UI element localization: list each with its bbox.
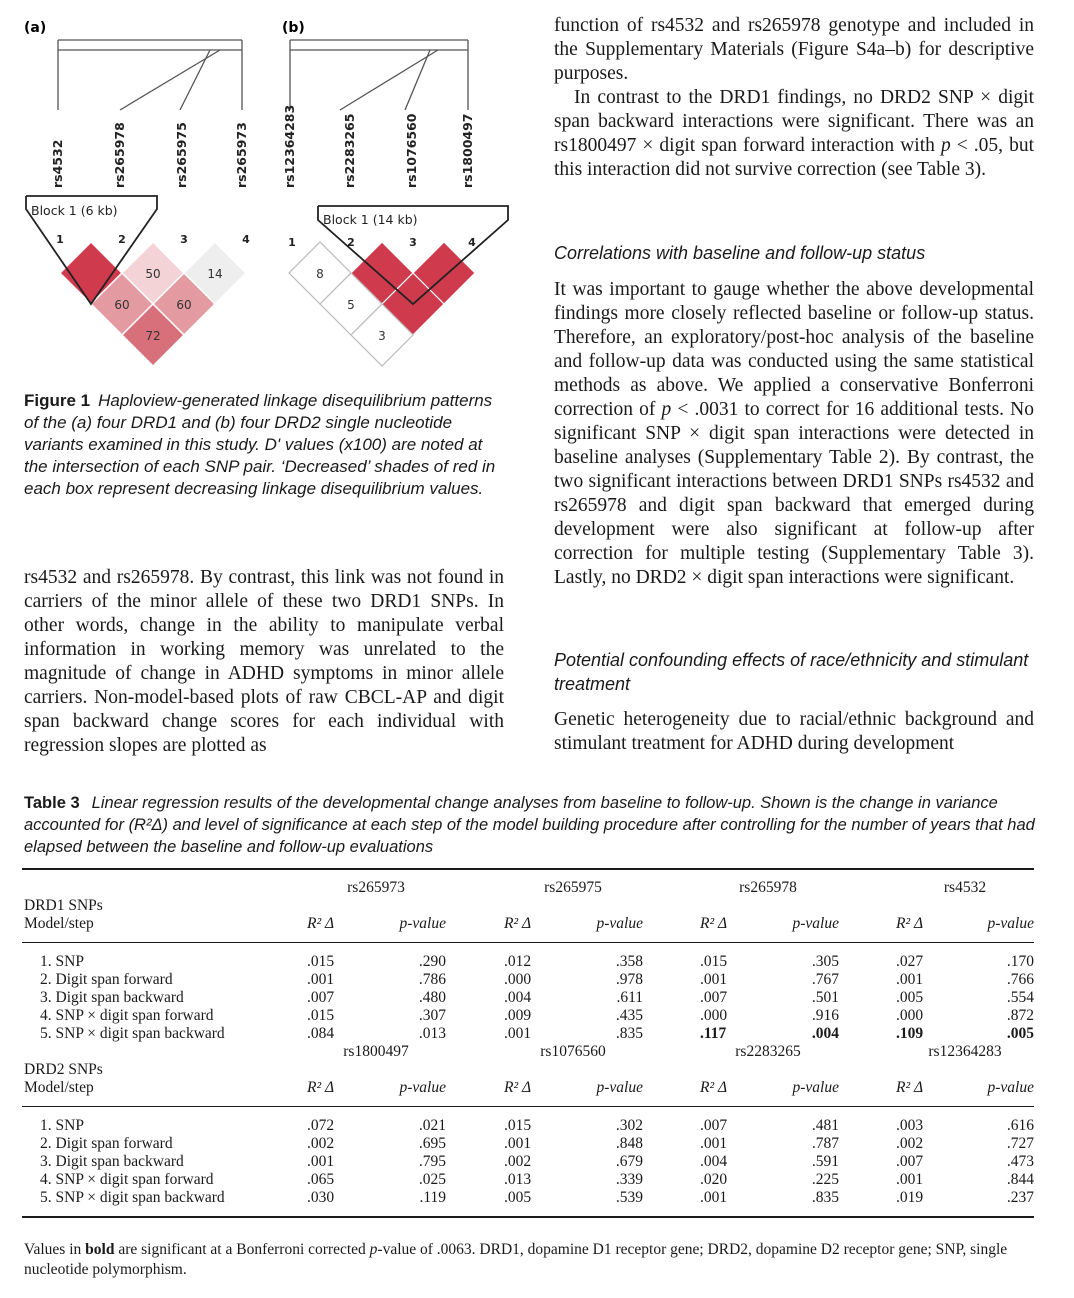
drd2-pvalue-header-4: p-value [987, 1079, 1034, 1096]
drd1-r2-value: .001 [700, 971, 728, 988]
drd2-snp-header-1: rs1800497 [343, 1043, 409, 1060]
drd2-r2-value: .020 [700, 1171, 728, 1188]
ld-value-b-1-4: 3 [378, 329, 386, 343]
snp-label-b-2: rs2283265 [342, 113, 357, 188]
drd2-p-value: .727 [1006, 1135, 1034, 1152]
drd1-r2-value: .015 [700, 953, 728, 970]
drd1-r2-value: .004 [504, 989, 532, 1006]
right-column-top [554, 14, 1034, 182]
panel-b-connectors [290, 40, 468, 110]
drd1-p-value: .766 [1006, 971, 1034, 988]
drd2-r2-header-2: R² Δ [504, 1079, 532, 1096]
drd2-r2-value: .004 [700, 1153, 728, 1170]
drd1-p-value: .290 [418, 953, 446, 970]
drd1-section-title: DRD1 SNPs [24, 897, 103, 914]
drd1-r2-value: .000 [700, 1007, 728, 1024]
snp-label-b-1: rs12364283 [282, 104, 297, 188]
drd1-r2-value: .109 [896, 1025, 924, 1042]
drd2-pvalue-header-2: p-value [596, 1079, 643, 1096]
drd2-r2-header-4: R² Δ [896, 1079, 924, 1096]
right-paragraph-2-part-b: < .05, but this interaction did not survive correction (see Table 3). [554, 135, 1034, 180]
drd1-p-value: .005 [1006, 1025, 1034, 1042]
drd1-r2-value: .007 [700, 989, 728, 1006]
right-paragraph-3 [554, 278, 1034, 590]
drd2-snp-header-2: rs1076560 [540, 1043, 606, 1060]
left-paragraph: rs4532 and rs265978. By contrast, this link was not found in carriers of the minor allele of these two DRD1 SNPs. In other words, change in the ability to manipulate verbal information in working memory was unrelated to the magnitude of change in ADHD symptoms in minor allele carriers. Non-model-based plots of raw CBCL-AP and digit span backward change scores for each individual with regression slopes are plotted as [24, 567, 504, 756]
drd1-step-4: 4. SNP × digit span forward [40, 1007, 214, 1024]
marker-a-1: 1 [56, 233, 64, 246]
snp-label-a-2: rs265978 [112, 122, 127, 188]
drd2-r2-value: .001 [700, 1135, 728, 1152]
drd2-r2-value: .002 [896, 1135, 924, 1152]
drd2-p-value: .539 [615, 1189, 643, 1206]
panel-a-label: (a) [24, 20, 47, 36]
drd1-r2-value: .027 [896, 953, 924, 970]
drd1-step-2: 2. Digit span forward [40, 971, 173, 988]
drd1-p-value: .916 [811, 1007, 839, 1024]
drd2-r2-value: .005 [504, 1189, 532, 1206]
drd2-r2-value: .065 [307, 1171, 335, 1188]
drd2-pvalue-header-3: p-value [792, 1079, 839, 1096]
drd1-step-5: 5. SNP × digit span backward [40, 1025, 225, 1042]
drd1-snp-header-4: rs4532 [943, 879, 987, 896]
drd1-snp-header-1: rs265973 [347, 879, 405, 896]
drd2-r2-value: .030 [307, 1189, 335, 1206]
ld-value-a-3-4: 14 [207, 267, 223, 281]
drd1-p-value: .307 [418, 1007, 446, 1024]
drd2-section-title: DRD2 SNPs [24, 1061, 103, 1078]
drd1-p-value: .554 [1006, 989, 1034, 1006]
drd2-r2-value: .001 [896, 1171, 924, 1188]
table-drd2-header-rule [22, 1106, 1034, 1107]
drd1-p-value: .978 [615, 971, 643, 988]
right-paragraph-3-p-symbol: p [661, 399, 672, 420]
drd1-p-value: .611 [616, 989, 643, 1006]
drd2-p-value: .473 [1006, 1153, 1034, 1170]
ld-value-b-1-3: 5 [347, 298, 355, 312]
drd2-p-value: .025 [418, 1171, 446, 1188]
drd2-pvalue-header-1: p-value [399, 1079, 446, 1096]
drd1-r2-header-2: R² Δ [504, 915, 532, 932]
panel-a-connectors [58, 40, 242, 110]
drd2-step-5: 5. SNP × digit span backward [40, 1189, 225, 1206]
marker-b-4: 4 [468, 236, 476, 249]
drd2-p-value: .844 [1006, 1171, 1034, 1188]
marker-b-1: 1 [288, 236, 296, 249]
table-top-rule [22, 868, 1034, 870]
drd1-r2-value: .000 [504, 971, 532, 988]
drd1-p-value: .170 [1006, 953, 1034, 970]
table-caption [24, 792, 1044, 858]
panel-b-label: (b) [282, 20, 305, 36]
right-paragraph-3-part-b: < .0031 to correct for 16 additional tests. No significant SNP × digit span interactions were detected in baseline analyses (Supplementary Table 2). By contrast, the two significant interactions between DRD1 SNPs rs4532 and rs265978 and digit span backward that emerged during development were also significant at follow-up after correction for multiple testing (Supplementary Table 3). Lastly, no DRD2 × digit span interactions were significant. [554, 399, 1034, 588]
drd1-p-value: .872 [1006, 1007, 1034, 1024]
table-bottom-rule [22, 1216, 1034, 1218]
drd1-r2-value: .015 [307, 1007, 335, 1024]
drd2-step-3: 3. Digit span backward [40, 1153, 184, 1170]
drd1-p-value: .358 [615, 953, 643, 970]
footnote-bold: bold [85, 1241, 115, 1258]
drd1-r2-value: .084 [307, 1025, 335, 1042]
drd1-r2-value: .015 [307, 953, 335, 970]
drd2-p-value: .339 [615, 1171, 643, 1188]
block-a-label: Block 1 (6 kb) [31, 203, 118, 218]
right-paragraph-2 [554, 86, 1034, 182]
drd1-p-value: .305 [811, 953, 839, 970]
drd2-r2-header-3: R² Δ [700, 1079, 728, 1096]
drd1-r2-value: .117 [700, 1025, 727, 1042]
ld-plot [20, 10, 520, 380]
drd1-p-value: .835 [615, 1025, 643, 1042]
marker-a-4: 4 [242, 233, 250, 246]
drd1-p-value: .480 [418, 989, 446, 1006]
figure-caption-label: Figure 1 [24, 391, 91, 410]
snp-label-a-3: rs265975 [174, 122, 189, 188]
drd2-snp-header-4: rs12364283 [928, 1043, 1002, 1060]
footnote-part-b: are significant at a Bonferroni corrected [114, 1241, 370, 1258]
right-paragraph-2-p-symbol: p [940, 135, 951, 156]
right-paragraph-1: function of rs4532 and rs265978 genotype and included in the Supplementary Materials (Figure S4a–b) for descriptive purposes. [554, 15, 1034, 84]
drd1-r2-header-4: R² Δ [896, 915, 924, 932]
drd1-p-value: .435 [615, 1007, 643, 1024]
drd1-r2-header-1: R² Δ [307, 915, 335, 932]
footnote-p-symbol: p [369, 1241, 378, 1258]
drd1-p-value: .767 [811, 971, 839, 988]
drd1-r2-value: .009 [504, 1007, 532, 1024]
table-caption-label: Table 3 [24, 794, 80, 812]
drd2-p-value: .787 [811, 1135, 839, 1152]
drd2-r2-value: .013 [504, 1171, 532, 1188]
drd2-r2-value: .019 [896, 1189, 924, 1206]
marker-a-2: 2 [118, 233, 126, 246]
drd1-pvalue-header-2: p-value [596, 915, 643, 932]
right-column-middle [554, 278, 1034, 590]
drd1-p-value: .004 [811, 1025, 839, 1042]
drd1-snp-header-2: rs265975 [544, 879, 602, 896]
footnote-part-a: Values in [24, 1241, 86, 1258]
drd1-r2-value: .005 [896, 989, 924, 1006]
drd1-r2-value: .012 [504, 953, 532, 970]
drd2-r2-value: .003 [896, 1117, 924, 1134]
drd2-r2-value: .007 [896, 1153, 924, 1170]
right-column-bottom [554, 708, 1034, 756]
drd2-p-value: .225 [811, 1171, 839, 1188]
drd2-p-value: .591 [811, 1153, 839, 1170]
table-header-rule [22, 942, 1034, 943]
drd1-r2-value: .001 [307, 971, 335, 988]
section-heading-correlations: Correlations with baseline and follow-up status [554, 243, 926, 263]
drd2-r2-value: .072 [307, 1117, 335, 1134]
drd2-p-value: .695 [418, 1135, 446, 1152]
drd2-r2-value: .001 [307, 1153, 335, 1170]
drd2-p-value: .848 [615, 1135, 643, 1152]
block-b-label: Block 1 (14 kb) [323, 212, 418, 227]
drd2-r2-value: .001 [504, 1135, 532, 1152]
footnote-part-c: -value of .0063. DRD1, dopamine D1 receptor gene; DRD2, dopamine D2 receptor gene; SNP, single nucleotide polymorphism. [24, 1241, 1008, 1278]
drd2-step-1: 1. SNP [40, 1117, 84, 1134]
left-column [24, 566, 504, 758]
drd2-r2-value: .015 [504, 1117, 532, 1134]
drd2-r2-value: .001 [700, 1189, 728, 1206]
drd1-pvalue-header-1: p-value [399, 915, 446, 932]
drd1-p-value: .501 [811, 989, 839, 1006]
drd2-r2-value: .007 [700, 1117, 728, 1134]
ld-value-a-2-3: 50 [145, 267, 161, 281]
right-paragraph-4: Genetic heterogeneity due to racial/ethnic background and stimulant treatment for ADHD during development [554, 709, 1034, 754]
drd2-step-2: 2. Digit span forward [40, 1135, 173, 1152]
drd2-model-step-label: Model/step [24, 1079, 94, 1096]
right-paragraph-3-part-a: It was important to gauge whether the above developmental findings more closely reflected baseline or follow-up status. Therefore, an exploratory/post-hoc analysis of the baseline and follow-up data was conducted using the same statistical methods as above. We applied a conservative Bonferroni correction of [554, 279, 1034, 420]
drd2-p-value: .481 [811, 1117, 839, 1134]
drd2-p-value: .835 [811, 1189, 839, 1206]
drd2-p-value: .237 [1006, 1189, 1034, 1206]
snp-label-a-4: rs265973 [234, 122, 249, 188]
drd1-r2-value: .007 [307, 989, 335, 1006]
drd2-r2-header-1: R² Δ [307, 1079, 335, 1096]
ld-value-b-1-2: 8 [316, 267, 324, 281]
table-footnote [24, 1240, 1034, 1280]
drd1-p-value: .013 [418, 1025, 446, 1042]
drd2-step-4: 4. SNP × digit span forward [40, 1171, 214, 1188]
drd2-p-value: .021 [418, 1117, 446, 1134]
table-caption-text: Linear regression results of the developmental change analyses from baseline to follow-up. Shown is the change in variance accounted for (R²Δ) and level of significance at each step of the model building procedure after controlling for the number of years that had elapsed between the baseline and follow-up evaluations [24, 794, 1035, 856]
drd1-r2-value: .001 [896, 971, 924, 988]
drd2-p-value: .302 [615, 1117, 643, 1134]
drd1-r2-header-3: R² Δ [700, 915, 728, 932]
figure-1 [20, 10, 520, 380]
panel-a-ld-cells [60, 242, 246, 366]
marker-b-3: 3 [409, 236, 417, 249]
drd2-p-value: .119 [419, 1189, 446, 1206]
snp-label-b-4: rs1800497 [460, 113, 475, 188]
drd2-p-value: .795 [418, 1153, 446, 1170]
snp-label-b-3: rs1076560 [404, 113, 419, 188]
drd1-step-3: 3. Digit span backward [40, 989, 184, 1006]
drd2-snp-header-3: rs2283265 [735, 1043, 801, 1060]
drd2-r2-value: .002 [504, 1153, 532, 1170]
drd1-pvalue-header-4: p-value [987, 915, 1034, 932]
right-paragraph-2-part-a: In contrast to the DRD1 findings, no DRD2 SNP × digit span backward interactions were significant. There was an rs1800497 × digit span forward interaction with [554, 87, 1034, 156]
drd1-step-1: 1. SNP [40, 953, 84, 970]
drd1-p-value: .786 [418, 971, 446, 988]
drd1-snp-header-3: rs265978 [739, 879, 797, 896]
figure-caption-text: Haploview-generated linkage disequilibrium patterns of the (a) four DRD1 and (b) four DRD2 single nucleotide variants examined in this study. D' values (x100) are noted at the intersection of each SNP pair. ‘Decreased’ shades of red in each box represent decreasing linkage disequilibrium values. [24, 391, 496, 498]
drd2-p-value: .616 [1006, 1117, 1034, 1134]
drd2-p-value: .679 [615, 1153, 643, 1170]
drd1-r2-value: .000 [896, 1007, 924, 1024]
ld-value-a-1-4: 72 [145, 329, 161, 343]
panel-b-ld-cells [289, 242, 475, 366]
ld-value-a-1-3: 60 [114, 298, 130, 312]
drd1-r2-value: .001 [504, 1025, 532, 1042]
snp-label-a-1: rs4532 [50, 139, 65, 188]
drd2-r2-value: .002 [307, 1135, 335, 1152]
figure-caption [24, 390, 504, 500]
marker-b-2: 2 [347, 236, 355, 249]
ld-value-a-2-4: 60 [176, 298, 192, 312]
section-heading-confounding: Potential confounding effects of race/ethnicity and stimulant treatment [554, 650, 1029, 694]
drd1-pvalue-header-3: p-value [792, 915, 839, 932]
marker-a-3: 3 [180, 233, 188, 246]
drd1-model-step-label: Model/step [24, 915, 94, 932]
